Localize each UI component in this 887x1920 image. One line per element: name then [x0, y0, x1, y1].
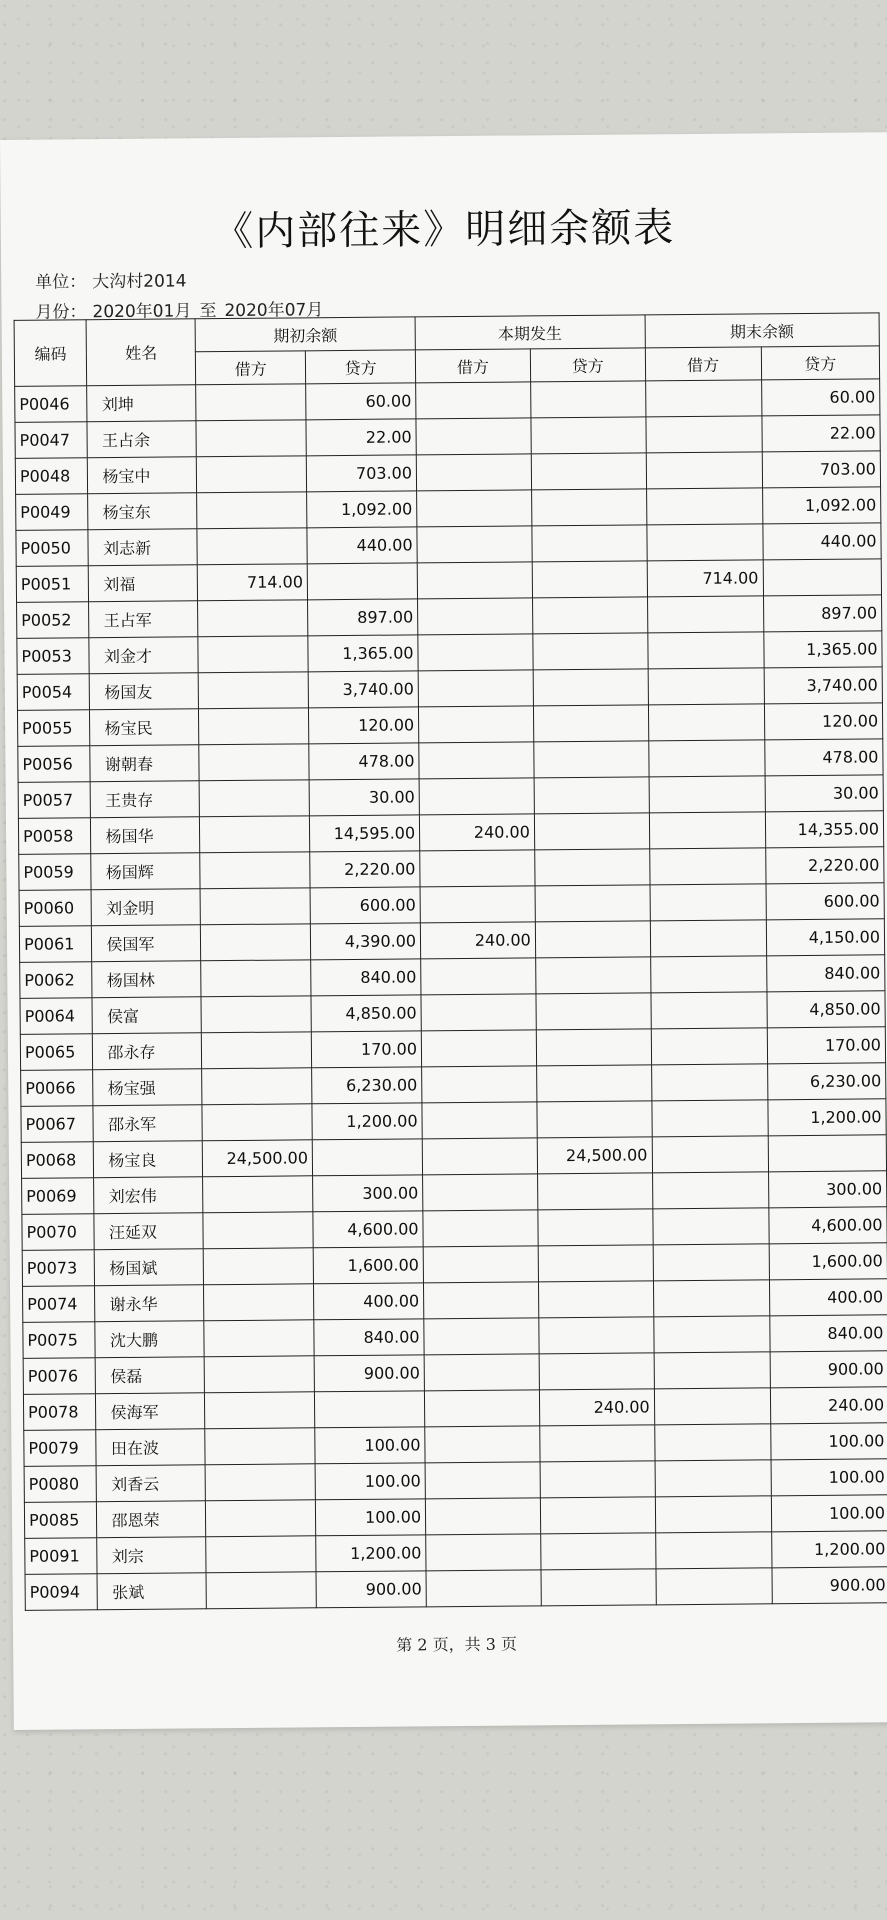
cell-name: 田在波 — [96, 1429, 205, 1466]
cell-current-debit — [422, 1138, 537, 1175]
cell-opening-debit — [206, 1500, 316, 1537]
cell-current-credit — [533, 705, 648, 742]
cell-current-debit — [424, 1318, 539, 1355]
cell-closing-credit: 4,600.00 — [768, 1207, 887, 1244]
cell-closing-credit: 900.00 — [770, 1351, 887, 1388]
cell-closing-debit — [645, 380, 761, 417]
cell-name: 王占军 — [89, 601, 198, 638]
cell-name: 邵永军 — [93, 1105, 202, 1142]
cell-name: 王贵存 — [91, 781, 200, 818]
header-opening: 期初余额 — [195, 317, 415, 352]
header-current: 本期发生 — [415, 315, 645, 350]
cell-code: P0073 — [22, 1250, 95, 1287]
cell-opening-debit — [200, 816, 310, 853]
cell-opening-debit — [201, 996, 311, 1033]
cell-current-debit — [419, 706, 534, 743]
cell-current-debit — [422, 1066, 537, 1103]
cell-opening-debit — [203, 1212, 313, 1249]
cell-opening-credit: 400.00 — [314, 1283, 424, 1320]
cell-current-debit — [418, 598, 533, 635]
cell-current-debit — [424, 1390, 539, 1427]
cell-name: 刘金才 — [89, 637, 198, 674]
cell-code: P0061 — [19, 926, 92, 963]
cell-current-credit — [534, 813, 649, 850]
cell-opening-debit — [200, 852, 310, 889]
cell-opening-debit — [203, 1248, 313, 1285]
cell-closing-credit: 120.00 — [764, 703, 883, 740]
cell-opening-credit: 120.00 — [309, 707, 419, 744]
cell-code: P0048 — [15, 458, 88, 495]
cell-closing-credit: 440.00 — [762, 523, 881, 560]
cell-name: 杨宝良 — [94, 1141, 203, 1178]
header-current-credit: 贷方 — [530, 348, 645, 382]
cell-current-credit — [536, 993, 651, 1030]
cell-code: P0066 — [21, 1070, 94, 1107]
cell-name: 杨国林 — [92, 961, 201, 998]
header-opening-debit: 借方 — [196, 351, 306, 385]
cell-closing-credit: 478.00 — [764, 739, 883, 776]
cell-current-credit — [536, 1029, 651, 1066]
cell-current-debit: 240.00 — [419, 814, 534, 851]
cell-opening-debit — [197, 528, 307, 565]
cell-code: P0049 — [16, 494, 89, 531]
cell-opening-debit — [196, 384, 306, 421]
cell-name: 刘宏伟 — [94, 1177, 203, 1214]
cell-opening-debit — [204, 1284, 314, 1321]
cell-opening-credit: 3,740.00 — [308, 671, 418, 708]
cell-opening-credit: 1,365.00 — [308, 635, 418, 672]
cell-current-credit — [538, 1209, 653, 1246]
cell-closing-debit — [650, 956, 766, 993]
cell-opening-credit: 1,200.00 — [312, 1103, 422, 1140]
cell-current-debit — [417, 526, 532, 563]
cell-current-debit — [423, 1246, 538, 1283]
cell-opening-debit — [204, 1320, 314, 1357]
cell-opening-debit: 714.00 — [197, 564, 307, 601]
cell-opening-debit — [202, 1104, 312, 1141]
cell-current-credit — [536, 1065, 651, 1102]
cell-code: P0057 — [18, 782, 91, 819]
table-row — [25, 1567, 887, 1611]
cell-current-debit — [417, 490, 532, 527]
cell-current-credit — [530, 381, 645, 418]
cell-closing-credit: 100.00 — [770, 1423, 887, 1460]
cell-current-credit — [535, 921, 650, 958]
cell-code: P0080 — [24, 1466, 97, 1503]
cell-current-credit — [540, 1497, 655, 1534]
cell-current-credit — [541, 1569, 656, 1606]
cell-current-credit — [531, 489, 646, 526]
cell-opening-debit — [205, 1392, 315, 1429]
cell-current-debit — [416, 382, 531, 419]
cell-current-debit — [422, 1102, 537, 1139]
cell-code: P0051 — [16, 566, 89, 603]
cell-name: 刘坤 — [87, 385, 196, 422]
cell-opening-credit: 100.00 — [315, 1463, 425, 1500]
cell-closing-credit: 840.00 — [766, 955, 885, 992]
cell-opening-credit: 478.00 — [309, 743, 419, 780]
unit-line — [35, 266, 186, 292]
cell-name: 杨国斌 — [95, 1249, 204, 1286]
cell-name: 杨国友 — [90, 673, 199, 710]
cell-closing-credit: 300.00 — [768, 1171, 887, 1208]
cell-opening-credit: 300.00 — [313, 1175, 423, 1212]
cell-closing-credit: 600.00 — [766, 883, 885, 920]
cell-opening-debit — [203, 1176, 313, 1213]
cell-opening-credit: 60.00 — [306, 383, 416, 420]
period-from: 2020年01月 — [92, 301, 192, 323]
cell-closing-credit: 840.00 — [769, 1315, 887, 1352]
cell-current-credit — [535, 885, 650, 922]
cell-opening-credit: 1,200.00 — [316, 1535, 426, 1572]
cell-name: 邵恩荣 — [97, 1501, 206, 1538]
header-opening-credit: 贷方 — [305, 350, 415, 384]
cell-current-credit — [538, 1281, 653, 1318]
cell-name: 刘金明 — [92, 889, 201, 926]
cell-current-credit — [532, 525, 647, 562]
cell-closing-credit — [763, 559, 882, 596]
cell-current-credit — [533, 669, 648, 706]
cell-code: P0047 — [15, 422, 88, 459]
cell-code: P0058 — [18, 818, 91, 855]
cell-code: P0052 — [17, 602, 90, 639]
cell-code: P0091 — [25, 1538, 98, 1575]
cell-code: P0053 — [17, 638, 90, 675]
cell-closing-debit — [654, 1388, 770, 1425]
cell-name: 谢永华 — [95, 1285, 204, 1322]
cell-current-debit — [421, 958, 536, 995]
cell-closing-debit — [650, 884, 766, 921]
cell-current-credit — [539, 1353, 654, 1390]
cell-opening-credit: 14,595.00 — [310, 815, 420, 852]
cell-current-debit — [419, 778, 534, 815]
cell-opening-credit: 440.00 — [307, 527, 417, 564]
cell-name: 杨宝民 — [90, 709, 199, 746]
cell-closing-debit — [654, 1424, 770, 1461]
cell-closing-debit — [649, 812, 765, 849]
cell-closing-credit: 1,365.00 — [763, 631, 882, 668]
cell-current-credit — [532, 561, 647, 598]
cell-current-debit — [424, 1354, 539, 1391]
cell-closing-credit: 4,150.00 — [766, 919, 885, 956]
cell-opening-debit — [196, 456, 306, 493]
header-current-debit: 借方 — [415, 349, 530, 383]
cell-opening-debit — [197, 492, 307, 529]
cell-closing-credit: 6,230.00 — [767, 1063, 886, 1100]
cell-opening-debit — [202, 1068, 312, 1105]
cell-closing-debit — [646, 416, 762, 453]
cell-opening-credit — [315, 1391, 425, 1428]
unit-label: 单位： — [35, 272, 87, 293]
cell-opening-credit: 1,600.00 — [313, 1247, 423, 1284]
cell-closing-debit: 714.00 — [647, 560, 763, 597]
cell-code: P0056 — [18, 746, 91, 783]
table-body — [15, 379, 887, 1611]
cell-opening-debit — [204, 1356, 314, 1393]
header-closing: 期末余额 — [645, 313, 880, 348]
cell-code: P0074 — [23, 1286, 96, 1323]
cell-current-debit — [425, 1462, 540, 1499]
cell-closing-credit: 2,220.00 — [765, 847, 884, 884]
cell-current-debit: 240.00 — [420, 922, 535, 959]
cell-name: 邵永存 — [93, 1033, 202, 1070]
cell-closing-credit: 897.00 — [763, 595, 882, 632]
cell-current-debit — [421, 1030, 536, 1067]
report-title: 《内部往来》明细余额表 — [213, 205, 676, 256]
cell-closing-credit: 1,200.00 — [767, 1099, 886, 1136]
cell-opening-debit — [206, 1572, 316, 1609]
cell-name: 刘福 — [89, 565, 198, 602]
cell-opening-credit: 4,390.00 — [310, 923, 420, 960]
cell-name: 谢朝春 — [90, 745, 199, 782]
cell-name: 王占余 — [87, 421, 196, 458]
cell-opening-debit — [201, 924, 311, 961]
cell-current-credit — [531, 417, 646, 454]
cell-opening-credit: 600.00 — [310, 887, 420, 924]
cell-current-debit — [416, 418, 531, 455]
cell-code: P0064 — [20, 998, 93, 1035]
cell-name: 杨宝东 — [88, 493, 197, 530]
cell-opening-debit — [205, 1428, 315, 1465]
header-closing-debit: 借方 — [645, 347, 761, 381]
cell-closing-debit — [647, 632, 763, 669]
cell-opening-credit: 900.00 — [314, 1355, 424, 1392]
cell-name: 刘香云 — [97, 1465, 206, 1502]
cell-opening-credit: 4,850.00 — [311, 995, 421, 1032]
cell-closing-credit: 1,600.00 — [769, 1243, 887, 1280]
cell-opening-debit — [199, 708, 309, 745]
cell-closing-debit — [653, 1244, 769, 1281]
cell-current-credit — [534, 741, 649, 778]
cell-closing-debit — [648, 740, 764, 777]
cell-closing-debit — [654, 1352, 770, 1389]
cell-current-debit — [423, 1174, 538, 1211]
cell-current-credit — [539, 1317, 654, 1354]
cell-closing-debit — [652, 1208, 768, 1245]
cell-code: P0078 — [23, 1394, 96, 1431]
cell-closing-debit — [648, 704, 764, 741]
cell-current-debit — [425, 1498, 540, 1535]
cell-current-credit — [540, 1461, 655, 1498]
cell-closing-debit — [651, 1100, 767, 1137]
cell-current-credit — [538, 1245, 653, 1282]
cell-current-credit: 24,500.00 — [537, 1137, 652, 1174]
cell-closing-debit — [651, 992, 767, 1029]
cell-closing-credit: 100.00 — [771, 1459, 887, 1496]
cell-code: P0070 — [22, 1214, 95, 1251]
cell-opening-credit: 4,600.00 — [313, 1211, 423, 1248]
cell-opening-debit — [198, 600, 308, 637]
cell-opening-credit: 897.00 — [308, 599, 418, 636]
cell-current-credit — [535, 849, 650, 886]
cell-current-credit — [540, 1425, 655, 1462]
cell-code: P0060 — [19, 890, 92, 927]
cell-closing-credit: 60.00 — [761, 379, 880, 416]
cell-code: P0075 — [23, 1322, 96, 1359]
cell-closing-debit — [656, 1568, 772, 1605]
cell-opening-credit: 30.00 — [309, 779, 419, 816]
cell-closing-debit — [650, 920, 766, 957]
cell-closing-debit — [648, 668, 764, 705]
cell-closing-debit — [653, 1316, 769, 1353]
cell-current-debit — [425, 1426, 540, 1463]
cell-closing-debit — [649, 848, 765, 885]
cell-code: P0059 — [19, 854, 92, 891]
cell-current-credit — [534, 777, 649, 814]
cell-current-debit — [421, 994, 536, 1031]
cell-opening-credit: 840.00 — [314, 1319, 424, 1356]
cell-opening-credit: 6,230.00 — [312, 1067, 422, 1104]
cell-opening-debit — [196, 420, 306, 457]
period-label: 月份： — [35, 302, 87, 323]
cell-closing-credit: 1,092.00 — [762, 487, 881, 524]
cell-closing-credit: 400.00 — [769, 1279, 887, 1316]
cell-code: P0067 — [21, 1106, 94, 1143]
cell-opening-debit — [201, 960, 311, 997]
header-closing-credit: 贷方 — [761, 346, 880, 380]
cell-closing-credit: 4,850.00 — [766, 991, 885, 1028]
cell-code: P0065 — [20, 1034, 93, 1071]
cell-closing-credit: 30.00 — [765, 775, 884, 812]
cell-closing-credit: 22.00 — [761, 415, 880, 452]
cell-closing-debit — [653, 1280, 769, 1317]
cell-opening-credit: 2,220.00 — [310, 851, 420, 888]
cell-closing-credit: 900.00 — [772, 1567, 887, 1604]
cell-code: P0055 — [17, 710, 90, 747]
cell-closing-credit: 14,355.00 — [765, 811, 884, 848]
cell-code: P0068 — [21, 1142, 94, 1179]
cell-closing-credit — [768, 1135, 887, 1172]
cell-name: 杨国华 — [91, 817, 200, 854]
cell-opening-debit — [206, 1536, 316, 1573]
cell-closing-debit — [652, 1136, 768, 1173]
cell-closing-credit: 170.00 — [767, 1027, 886, 1064]
cell-closing-credit: 1,200.00 — [771, 1531, 887, 1568]
cell-current-debit — [419, 742, 534, 779]
cell-name: 杨宝中 — [88, 457, 197, 494]
cell-opening-credit: 22.00 — [306, 419, 416, 456]
header-code: 编码 — [14, 320, 87, 387]
cell-closing-debit — [651, 1028, 767, 1065]
cell-current-credit — [531, 453, 646, 490]
cell-current-debit — [418, 670, 533, 707]
cell-opening-debit — [198, 672, 308, 709]
cell-closing-debit — [655, 1460, 771, 1497]
cell-closing-credit: 100.00 — [771, 1495, 887, 1532]
cell-current-credit — [537, 1173, 652, 1210]
cell-code: P0062 — [20, 962, 93, 999]
cell-current-credit — [537, 1101, 652, 1138]
cell-current-debit — [426, 1534, 541, 1571]
cell-opening-credit: 840.00 — [311, 959, 421, 996]
cell-code: P0094 — [25, 1574, 98, 1611]
cell-opening-debit — [201, 1032, 311, 1069]
cell-code: P0046 — [15, 386, 88, 423]
cell-closing-debit — [649, 776, 765, 813]
period-separator: 至 — [199, 301, 217, 322]
cell-opening-debit — [199, 744, 309, 781]
cell-name: 张斌 — [97, 1573, 206, 1610]
cell-closing-debit — [646, 524, 762, 561]
cell-closing-credit: 3,740.00 — [764, 667, 883, 704]
cell-opening-credit: 703.00 — [306, 455, 416, 492]
cell-opening-credit: 100.00 — [315, 1499, 425, 1536]
cell-opening-debit — [199, 780, 309, 817]
cell-name: 杨宝强 — [93, 1069, 202, 1106]
cell-code: P0069 — [22, 1178, 95, 1215]
cell-current-debit — [416, 454, 531, 491]
cell-closing-debit — [651, 1064, 767, 1101]
cell-closing-debit — [652, 1172, 768, 1209]
page-number: 第 2 页，共 3 页 — [396, 1634, 518, 1655]
cell-opening-credit — [307, 563, 417, 600]
cell-closing-credit: 240.00 — [770, 1387, 887, 1424]
balance-table — [14, 312, 887, 1611]
cell-current-credit — [533, 633, 648, 670]
cell-current-debit — [420, 850, 535, 887]
cell-current-debit — [424, 1282, 539, 1319]
header-name: 姓名 — [87, 319, 196, 386]
cell-name: 汪延双 — [94, 1213, 203, 1250]
cell-closing-debit — [655, 1532, 771, 1569]
cell-current-debit — [426, 1570, 541, 1607]
cell-code: P0054 — [17, 674, 90, 711]
cell-opening-credit: 100.00 — [315, 1427, 425, 1464]
cell-closing-debit — [646, 488, 762, 525]
cell-opening-credit — [312, 1139, 422, 1176]
cell-opening-debit — [198, 636, 308, 673]
cell-closing-debit — [646, 452, 762, 489]
cell-name: 侯磊 — [96, 1357, 205, 1394]
period-to: 2020年07月 — [224, 300, 324, 322]
cell-opening-debit — [205, 1464, 315, 1501]
cell-code: P0085 — [24, 1502, 97, 1539]
cell-name: 刘宗 — [97, 1537, 206, 1574]
cell-name: 侯国军 — [92, 925, 201, 962]
cell-closing-debit — [647, 596, 763, 633]
printed-sheet — [0, 132, 887, 1730]
cell-current-credit — [535, 957, 650, 994]
cell-current-credit — [532, 597, 647, 634]
cell-name: 侯富 — [92, 997, 201, 1034]
cell-code: P0050 — [16, 530, 89, 567]
cell-code: P0076 — [23, 1358, 96, 1395]
cell-name: 刘志新 — [88, 529, 197, 566]
cell-name: 侯海军 — [96, 1393, 205, 1430]
cell-code: P0079 — [24, 1430, 97, 1467]
cell-opening-credit: 1,092.00 — [307, 491, 417, 528]
cell-current-debit — [417, 562, 532, 599]
cell-name: 沈大鹏 — [95, 1321, 204, 1358]
cell-current-debit — [420, 886, 535, 923]
cell-current-debit — [418, 634, 533, 671]
cell-opening-credit: 170.00 — [311, 1031, 421, 1068]
cell-current-credit — [540, 1533, 655, 1570]
cell-opening-credit: 900.00 — [316, 1571, 426, 1608]
cell-name: 杨国辉 — [91, 853, 200, 890]
unit-value: 大沟村2014 — [92, 271, 187, 293]
cell-opening-debit: 24,500.00 — [202, 1140, 312, 1177]
cell-current-credit: 240.00 — [539, 1389, 654, 1426]
cell-closing-debit — [655, 1496, 771, 1533]
cell-opening-debit — [200, 888, 310, 925]
cell-closing-credit: 703.00 — [762, 451, 881, 488]
cell-current-debit — [423, 1210, 538, 1247]
